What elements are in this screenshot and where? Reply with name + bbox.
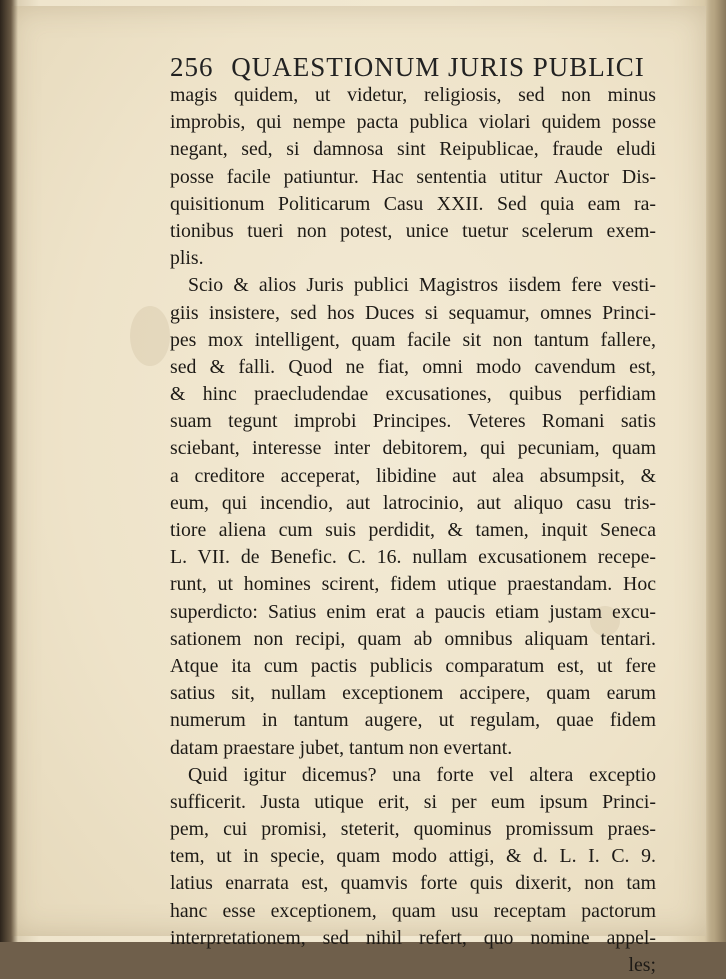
page-number: 256 bbox=[170, 52, 214, 82]
text-block bbox=[170, 82, 656, 979]
text-line: quisitionum Politicarum Casu XXII. Sed quia eam ra- bbox=[170, 192, 656, 215]
text-line: superdicto: Satius enim erat a paucis etiam justam excu- bbox=[170, 600, 656, 623]
text-line: eum, qui incendio, aut latrocinio, aut aliquo casu tris- bbox=[170, 491, 656, 514]
text-line: pem, cui promisi, steterit, quominus promissum praes- bbox=[170, 818, 656, 841]
text-line: tionibus tueri non potest, unice tuetur scelerum exem- bbox=[170, 219, 656, 242]
text-line: a creditore acceperat, libidine aut alea absumpsit, & bbox=[170, 464, 656, 487]
paragraph-start-line: Quid igitur dicemus? una forte vel altera exceptio bbox=[188, 763, 656, 786]
text-line: interpretationem, sed nihil refert, quo nomine appel- bbox=[170, 926, 656, 949]
paragraph-start-line: Scio & alios Juris publici Magistros iisdem fere vesti- bbox=[188, 274, 656, 297]
catchword: les; bbox=[628, 954, 656, 976]
text-line: & hinc praecludendae excusationes, quibus perfidiam bbox=[170, 383, 656, 406]
text-line: L. VII. de Benefic. C. 16. nullam excusationem recepe- bbox=[170, 546, 656, 569]
text-line: numerum in tantum augere, ut regulam, quae fidem bbox=[170, 709, 656, 732]
page-edge bbox=[706, 0, 726, 942]
paper-stain bbox=[130, 306, 170, 366]
text-line: latius enarrata est, quamvis forte quis dixerit, non tam bbox=[170, 872, 656, 895]
text-line: satius sit, nullam exceptionem accipere, quam earum bbox=[170, 682, 656, 705]
text-line: pes mox intelligent, quam facile sit non tantum fallere, bbox=[170, 328, 656, 351]
text-line: hanc esse exceptionem, quam usu receptam pactorum bbox=[170, 899, 656, 922]
text-line: negant, sed, si damnosa sint Reipublicae, fraude eludi bbox=[170, 138, 656, 161]
text-line: runt, ut homines scirent, fidem utique praestandam. Hoc bbox=[170, 573, 656, 596]
text-line: sationem non recipi, quam ab omnibus aliquam tentari. bbox=[170, 627, 656, 650]
text-line: improbis, qui nempe pacta publica violari quidem posse bbox=[170, 111, 656, 134]
text-line: Atque ita cum pactis publicis comparatum est, ut fere bbox=[170, 654, 656, 677]
text-line: suam tegunt improbi Principes. Veteres Romani satis bbox=[170, 410, 656, 433]
text-line: posse facile patiuntur. Hac sententia utitur Auctor Dis- bbox=[170, 165, 656, 188]
text-line: sufficerit. Justa utique erit, si per eum ipsum Princi- bbox=[170, 790, 656, 813]
text-line: magis quidem, ut videtur, religiosis, sed non minus bbox=[170, 84, 656, 106]
text-line: sed & falli. Quod ne fiat, omni modo cavendum est, bbox=[170, 355, 656, 378]
text-line: plis. bbox=[170, 247, 204, 270]
running-title: QUAESTIONUM JURIS PUBLICI bbox=[231, 52, 645, 82]
text-line: sciebant, interesse inter debitorem, qui pecuniam, quam bbox=[170, 437, 656, 460]
binding-gutter bbox=[0, 0, 18, 942]
text-line: giis insistere, sed hos Duces si sequamur, omnes Princi- bbox=[170, 301, 656, 324]
text-line: tem, ut in specie, quam modo attigi, & d. L. I. C. 9. bbox=[170, 845, 656, 868]
running-header bbox=[170, 52, 645, 83]
text-line: tiore aliena cum suis perdidit, & tamen, inquit Seneca bbox=[170, 519, 656, 541]
text-line: datam praestare jubet, tantum non evertant. bbox=[170, 736, 513, 759]
